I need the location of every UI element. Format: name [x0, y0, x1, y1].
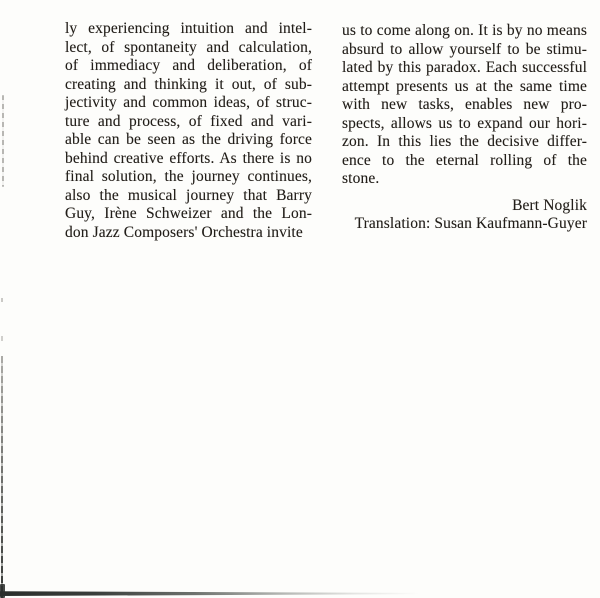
scan-artifact-left-edge-upper	[2, 95, 4, 187]
text-line: stone.	[342, 170, 380, 187]
text-line: also the musical journey that Barry	[65, 186, 312, 204]
scan-artifact-left-edge-dots	[1, 298, 3, 346]
scan-artifact-bottom-edge	[0, 591, 432, 596]
text-line: creating and thinking it out, of sub-	[65, 75, 312, 93]
text-line: zon. In this lies the decisive differ-	[342, 133, 587, 150]
text-line: Translation: Susan Kaufmann-Guyer	[354, 215, 587, 232]
text-line: Bert Noglik	[512, 196, 587, 214]
text-line: Guy, Irène Schweizer and the Lon-	[65, 205, 312, 222]
text-line: behind creative efforts. As there is no	[65, 149, 312, 167]
text-line: able can be seen as the driving force	[65, 131, 312, 148]
text-line: with new tasks, enables new pro-	[342, 96, 587, 113]
left-text-column	[65, 20, 312, 242]
text-line: don Jazz Composers' Orchestra invite	[65, 223, 303, 241]
right-text-column	[342, 22, 587, 234]
text-line: lated by this paradox. Each successful	[342, 59, 587, 76]
text-line: lect, of spontaneity and calculation,	[65, 38, 312, 56]
right-text-paragraph	[342, 22, 587, 189]
text-line: us to come along on. It is by no means	[342, 22, 587, 39]
text-line: final solution, the journey continues,	[65, 168, 312, 185]
text-line: ence to the eternal rolling of the	[342, 151, 587, 169]
text-line: spects, allows us to expand our hori-	[342, 114, 587, 132]
scan-artifact-bottom-left-corner	[0, 584, 5, 598]
scan-artifact-left-edge-lower	[1, 356, 3, 598]
credits-block	[342, 197, 587, 234]
text-line: ly experiencing intuition and intel-	[65, 20, 312, 37]
text-line: ture and process, of fixed and vari-	[65, 112, 312, 130]
text-line: of immediacy and deliberation, of	[65, 57, 312, 74]
text-line: absurd to allow yourself to be stimu-	[342, 40, 587, 58]
text-line: jectivity and common ideas, of struc-	[65, 94, 312, 111]
text-line: attempt presents us at the same time	[342, 77, 587, 95]
